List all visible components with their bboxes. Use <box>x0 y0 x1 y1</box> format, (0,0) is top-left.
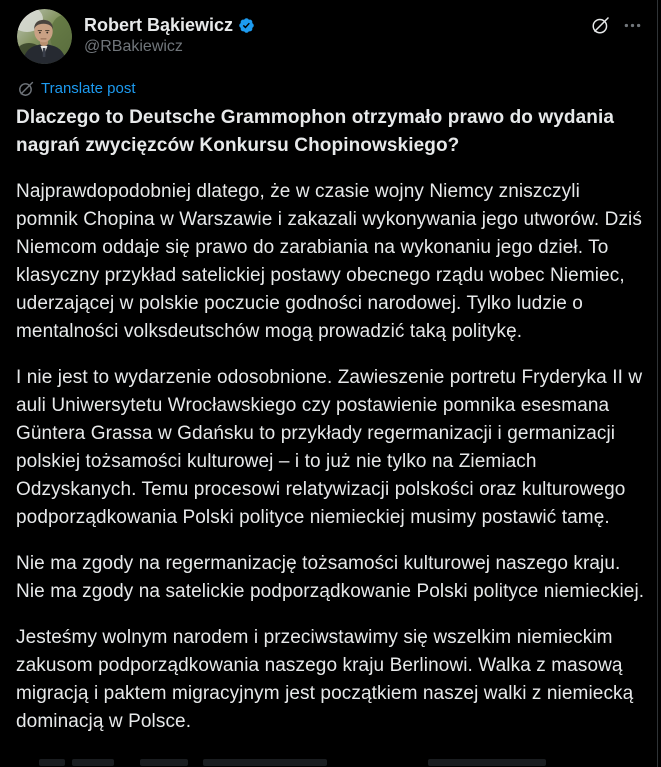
post-paragraph: Nie ma zgody na regermanizację tożsamości kulturowej naszego kraju. Nie ma zgody na satelickie podporządkowanie Polski polityce niemieckiej. <box>16 553 645 602</box>
avatar[interactable] <box>17 9 72 64</box>
header-actions <box>590 15 643 36</box>
display-name[interactable]: Robert Bąkiewicz <box>84 15 234 35</box>
grok-icon <box>590 15 611 36</box>
post-paragraph: Jesteśmy wolnym narodem i przeciwstawimy się wszelkim niemieckim zakusom podporządkowania naszego kraju Berlinowi. Walka z masową migracją i paktem migracyjnym jest początkiem naszej walki z niemiecką dominacją w Polsce. <box>16 627 634 732</box>
post-paragraph: Dlaczego to Deutsche Grammophon otrzymało prawo do wydania nagrań zwycięzców Konkursu Chopinowskiego? <box>16 107 615 156</box>
user-handle[interactable]: @RBakiewicz <box>84 38 183 55</box>
post-paragraph: Najprawdopodobniej dlatego, że w czasie wojny Niemcy zniszczyli pomnik Chopina w Warszawie i zakazali wykonywania jego utworów. Dziś Niemcom oddaje się prawo do zarabiania na wykonaniu jego dzieł. To klasyczny przykład satelickiej postawy obecnego rządu wobec Niemiec, uderzającej w polskie poczucie godności narodowej. Tylko ludzie o mentalności volksdeutschów mogą prowadzić taką politykę. <box>16 181 642 342</box>
verified-badge-icon <box>238 17 255 34</box>
grok-translate-icon <box>17 80 35 98</box>
translate-post-link[interactable] <box>17 79 136 98</box>
more-button[interactable] <box>622 15 643 36</box>
clipped-meta-row <box>0 757 657 767</box>
more-icon <box>622 15 643 36</box>
post-paragraph: I nie jest to wydarzenie odosobnione. Zawieszenie portretu Fryderyka II w auli Uniwersytetu Wrocławskiego czy postawienie pomnika esesmana Güntera Grassa w Gdańsku to przykłady regermanizacji i germanizacji polskiej tożsamości kulturowej – i to już nie tylko na Ziemiach Odzyskanych. Temu procesowi relatywizacji polskości oraz kulturowego podporządkowania Polski polityce niemieckiej musimy postawić tamę. <box>16 367 643 528</box>
translate-post-label: Translate post <box>41 80 136 97</box>
avatar-photo <box>17 9 72 64</box>
grok-button[interactable] <box>590 15 611 36</box>
post-header <box>0 0 661 64</box>
column-divider <box>657 0 658 767</box>
post-text <box>16 104 645 736</box>
user-identity <box>84 14 255 57</box>
